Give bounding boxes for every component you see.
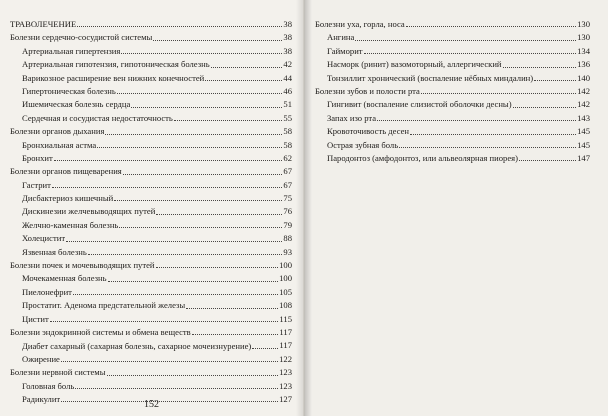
toc-entry-title: Варикозное расширение вен нижних конечностей xyxy=(22,72,205,83)
toc-entry xyxy=(10,232,292,245)
toc-entry-title: Артериальная гипотензия, гипотоническая болезнь xyxy=(22,59,210,70)
right-page xyxy=(305,0,608,416)
dot-leader xyxy=(77,26,282,27)
toc-entry xyxy=(10,246,292,259)
toc-entry-title: ТРАВОЛЕЧЕНИЕ xyxy=(10,18,77,29)
dot-leader xyxy=(107,375,279,376)
dot-leader xyxy=(73,294,278,295)
toc-entry xyxy=(315,72,590,85)
dot-leader xyxy=(174,120,283,121)
toc-entry-page: 88 xyxy=(283,233,292,244)
toc-entry xyxy=(10,165,292,178)
dot-leader xyxy=(410,134,576,135)
toc-entry-page: 143 xyxy=(577,112,590,123)
toc-entry-title: Желчно-каменная болезнь xyxy=(22,219,119,230)
toc-entry-title: Простатит. Аденома предстательной железы xyxy=(22,300,186,311)
toc-entry-title: Язвенная болезнь xyxy=(22,246,87,257)
toc-entry xyxy=(10,98,292,111)
toc-entry-title: Болезни нервной системы xyxy=(10,367,106,378)
left-toc-list xyxy=(10,18,292,406)
toc-entry xyxy=(10,139,292,152)
page-number: 152 xyxy=(144,399,159,410)
toc-entry xyxy=(10,339,292,352)
toc-entry-title: Запах изо рта xyxy=(327,112,377,123)
toc-entry-page: 117 xyxy=(279,326,292,337)
toc-entry-title: Цистит xyxy=(22,313,49,324)
toc-entry-page: 93 xyxy=(283,246,292,257)
toc-entry xyxy=(10,85,292,98)
toc-entry-title: Радикулит xyxy=(22,393,61,404)
toc-entry xyxy=(10,18,292,31)
dot-leader xyxy=(364,53,577,54)
dot-leader xyxy=(399,147,576,148)
toc-entry-page: 122 xyxy=(279,353,292,364)
toc-entry-title: Гипертоническая болезнь xyxy=(22,85,116,96)
toc-entry xyxy=(10,299,292,312)
toc-entry-title: Бронхит xyxy=(22,152,53,163)
toc-entry-title: Ишемическая болезнь сердца xyxy=(22,99,131,110)
dot-leader xyxy=(75,388,278,389)
dot-leader xyxy=(534,80,576,81)
toc-entry-title: Болезни органов пищеварения xyxy=(10,166,122,177)
dot-leader xyxy=(123,174,283,175)
toc-entry xyxy=(315,139,590,152)
dot-leader xyxy=(52,187,283,188)
dot-leader xyxy=(88,254,283,255)
dot-leader xyxy=(186,308,278,309)
dot-leader xyxy=(114,200,282,201)
toc-entry-title: Тонзиллит хронический (воспаление нёбных миндалин) xyxy=(327,72,534,83)
toc-entry-page: 58 xyxy=(283,139,292,150)
toc-entry-page: 105 xyxy=(279,286,292,297)
toc-entry-page: 115 xyxy=(279,313,292,324)
toc-entry-page: 142 xyxy=(577,99,590,110)
toc-entry-page: 136 xyxy=(577,59,590,70)
toc-entry-title: Холецистит xyxy=(22,233,66,244)
toc-entry-title: Болезни эндокринной системы и обмена веществ xyxy=(10,326,191,337)
toc-entry-page: 123 xyxy=(279,367,292,378)
toc-entry-page: 58 xyxy=(283,126,292,137)
dot-leader xyxy=(421,93,576,94)
toc-entry-page: 108 xyxy=(279,300,292,311)
toc-entry-page: 75 xyxy=(283,193,292,204)
toc-entry-title: Сердечная и сосудистая недостаточность xyxy=(22,112,173,123)
dot-leader xyxy=(406,26,576,27)
dot-leader xyxy=(108,281,279,282)
toc-entry xyxy=(10,313,292,326)
dot-leader xyxy=(252,348,278,349)
dot-leader xyxy=(54,160,283,161)
dot-leader xyxy=(105,134,282,135)
toc-entry xyxy=(10,259,292,272)
toc-entry-page: 38 xyxy=(283,32,292,43)
toc-entry xyxy=(315,45,590,58)
dot-leader xyxy=(503,67,577,68)
toc-entry-title: Болезни сердечно-сосудистой системы xyxy=(10,32,153,43)
toc-entry-title: Болезни органов дыхания xyxy=(10,126,105,137)
toc-entry xyxy=(10,219,292,232)
toc-entry-page: 100 xyxy=(279,273,292,284)
dot-leader xyxy=(131,107,282,108)
toc-entry-page: 145 xyxy=(577,126,590,137)
toc-entry-title: Кровоточивость десен xyxy=(327,126,410,137)
dot-leader xyxy=(97,147,282,148)
toc-entry xyxy=(10,112,292,125)
toc-entry-title: Бронхиальная астма xyxy=(22,139,97,150)
toc-entry-title: Болезни зубов и полости рта xyxy=(315,85,420,96)
toc-entry-page: 100 xyxy=(279,260,292,271)
dot-leader xyxy=(119,227,282,228)
toc-entry xyxy=(10,125,292,138)
toc-entry-title: Острая зубная боль xyxy=(327,139,399,150)
toc-entry-title: Мочекаменная болезнь xyxy=(22,273,107,284)
toc-entry xyxy=(315,18,590,31)
toc-entry-title: Гайморит xyxy=(327,45,363,56)
toc-entry-page: 67 xyxy=(283,166,292,177)
toc-entry-page: 130 xyxy=(577,32,590,43)
toc-entry xyxy=(10,152,292,165)
toc-entry-title: Гастрит xyxy=(22,179,51,190)
book-gutter xyxy=(296,0,312,416)
toc-entry-page: 38 xyxy=(283,18,292,29)
toc-entry xyxy=(10,192,292,205)
toc-entry-page: 76 xyxy=(283,206,292,217)
dot-leader xyxy=(156,267,279,268)
toc-entry-page: 142 xyxy=(577,85,590,96)
toc-entry xyxy=(10,286,292,299)
toc-entry xyxy=(10,353,292,366)
dot-leader xyxy=(211,67,283,68)
dot-leader xyxy=(192,334,279,335)
toc-entry-page: 123 xyxy=(279,380,292,391)
dot-leader xyxy=(61,361,278,362)
dot-leader xyxy=(117,93,283,94)
toc-entry xyxy=(315,125,590,138)
toc-entry xyxy=(315,152,590,165)
toc-entry-page: 44 xyxy=(283,72,292,83)
toc-entry-page: 42 xyxy=(283,59,292,70)
toc-entry-title: Головная боль xyxy=(22,380,75,391)
dot-leader xyxy=(153,40,282,41)
dot-leader xyxy=(121,53,282,54)
toc-entry-page: 145 xyxy=(577,139,590,150)
toc-entry-page: 62 xyxy=(283,152,292,163)
dot-leader xyxy=(513,107,577,108)
toc-entry xyxy=(10,366,292,379)
toc-entry-title: Пародонтоз (амфодонтоз, или альвеолярная пиорея) xyxy=(327,152,518,163)
toc-entry xyxy=(10,45,292,58)
toc-entry-title: Пиелонефрит xyxy=(22,286,72,297)
dot-leader xyxy=(377,120,576,121)
toc-entry xyxy=(315,85,590,98)
toc-entry xyxy=(10,272,292,285)
toc-entry-page: 51 xyxy=(283,99,292,110)
toc-entry xyxy=(10,31,292,44)
toc-entry-page: 67 xyxy=(283,179,292,190)
toc-entry-title: Дисбактериоз кишечный xyxy=(22,193,114,204)
toc-entry xyxy=(315,58,590,71)
toc-entry-title: Болезни уха, горла, носа xyxy=(315,18,405,29)
left-page xyxy=(0,0,303,416)
dot-leader xyxy=(50,321,279,322)
toc-entry-title: Гингивит (воспаление слизистой оболочки десны) xyxy=(327,99,512,110)
dot-leader xyxy=(66,241,282,242)
toc-entry-title: Насморк (ринит) вазомоторный, аллергический xyxy=(327,59,502,70)
dot-leader xyxy=(355,40,576,41)
dot-leader xyxy=(519,160,576,161)
toc-entry-title: Дискинезии желчевыводящих путей xyxy=(22,206,156,217)
dot-leader xyxy=(156,214,282,215)
toc-entry-title: Артериальная гипертензия xyxy=(22,45,121,56)
toc-entry xyxy=(10,58,292,71)
toc-entry xyxy=(315,31,590,44)
toc-entry xyxy=(10,179,292,192)
toc-entry xyxy=(10,380,292,393)
toc-entry-page: 140 xyxy=(577,72,590,83)
toc-entry-page: 147 xyxy=(577,152,590,163)
toc-entry-page: 55 xyxy=(283,112,292,123)
toc-entry xyxy=(315,112,590,125)
toc-entry-title: Ожирение xyxy=(22,353,60,364)
right-toc-list xyxy=(315,18,590,165)
toc-entry-page: 38 xyxy=(283,45,292,56)
toc-entry-title: Ангина xyxy=(327,32,355,43)
toc-entry-page: 117 xyxy=(279,340,292,351)
toc-entry-page: 79 xyxy=(283,219,292,230)
toc-entry xyxy=(315,98,590,111)
toc-entry xyxy=(10,72,292,85)
toc-entry-title: Диабет сахарный (сахарная болезнь, сахарное мочеизнурение) xyxy=(22,341,252,352)
toc-entry-page: 127 xyxy=(279,393,292,404)
toc-entry-page: 134 xyxy=(577,45,590,56)
toc-entry-page: 46 xyxy=(283,85,292,96)
dot-leader xyxy=(205,80,282,81)
toc-entry xyxy=(10,205,292,218)
toc-entry-page: 130 xyxy=(577,18,590,29)
toc-entry xyxy=(10,326,292,339)
toc-entry-title: Болезни почек и мочевыводящих путей xyxy=(10,260,155,271)
